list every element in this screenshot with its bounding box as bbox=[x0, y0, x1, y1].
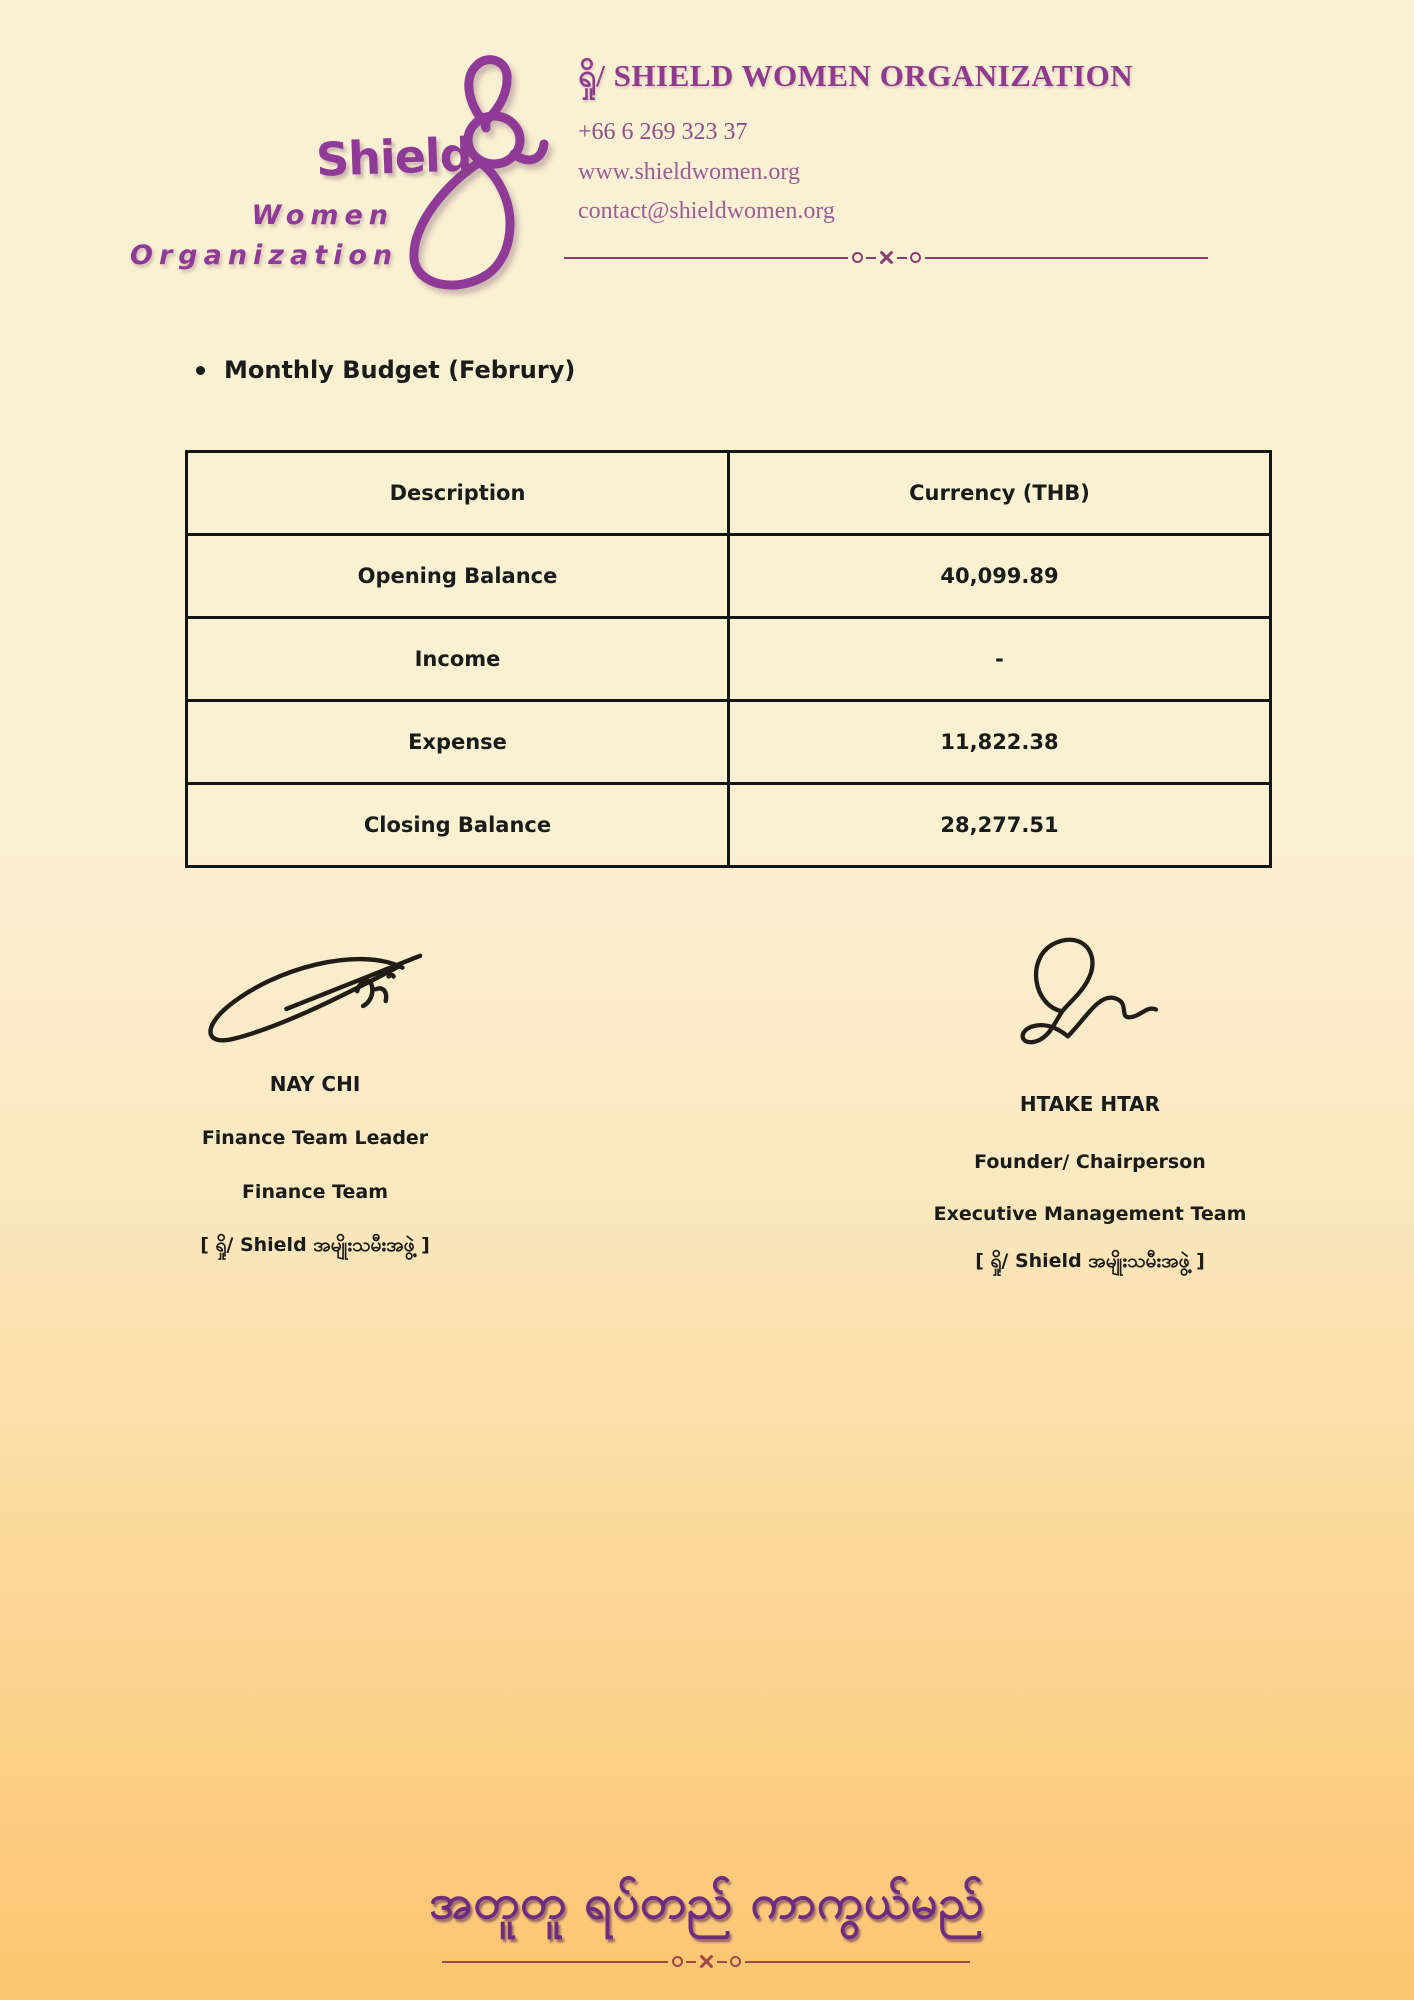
section-heading bbox=[196, 356, 575, 384]
header-contact-block bbox=[578, 56, 1133, 225]
phone-number: +66 6 269 323 37 bbox=[578, 119, 748, 145]
row-label: Closing Balance bbox=[187, 784, 729, 867]
row-label: Opening Balance bbox=[187, 535, 729, 618]
organization-title: ရှို/ SHIELD WOMEN ORGANIZATION bbox=[578, 58, 1134, 93]
bullet-icon bbox=[196, 366, 205, 375]
section-heading-label: Monthly Budget (Februry) bbox=[224, 356, 576, 384]
header-divider bbox=[564, 250, 1208, 265]
row-value: - bbox=[729, 618, 1271, 701]
row-label: Expense bbox=[187, 701, 729, 784]
signer-team: Finance Team bbox=[241, 1181, 389, 1203]
budget-table bbox=[185, 450, 1272, 868]
divider-line bbox=[442, 1961, 668, 1963]
footer-motto: အတူတူ ရပ်တည် ကာကွယ်မည် bbox=[429, 1875, 985, 1930]
table-row bbox=[187, 784, 1271, 867]
signature-nay-chi-icon bbox=[192, 946, 428, 1062]
signer-org-line: [ ရှို/ Shield အမျိုးသမီးအဖွဲ့ ] bbox=[975, 1250, 1205, 1272]
row-value: 11,822.38 bbox=[729, 701, 1271, 784]
signature-htake-htar-icon bbox=[1005, 931, 1171, 1065]
email-address: contact@shieldwomen.org bbox=[578, 198, 835, 224]
logo-brand-text: Shield bbox=[315, 127, 473, 187]
table-header-row bbox=[187, 452, 1271, 535]
divider-line bbox=[925, 257, 1209, 259]
row-label: Income bbox=[187, 618, 729, 701]
signer-name: HTAKE HTAR bbox=[1019, 1092, 1161, 1116]
column-header-description: Description bbox=[187, 452, 729, 535]
website-url: www.shieldwomen.org bbox=[578, 159, 800, 185]
signer-team: Executive Management Team bbox=[933, 1203, 1247, 1225]
x-flourish-ornament-icon bbox=[668, 1954, 745, 1969]
row-value: 28,277.51 bbox=[729, 784, 1271, 867]
signer-role: Founder/ Chairperson bbox=[974, 1151, 1206, 1173]
logo-word-organization: Organization bbox=[130, 240, 399, 271]
table-row bbox=[187, 618, 1271, 701]
table-row bbox=[187, 535, 1271, 618]
signer-org-line: [ ရှို/ Shield အမျိုးသမီးအဖွဲ့ ] bbox=[200, 1234, 430, 1256]
row-value: 40,099.89 bbox=[729, 535, 1271, 618]
divider-line bbox=[745, 1961, 971, 1963]
footer-divider bbox=[442, 1954, 970, 1969]
logo-word-women: Women bbox=[251, 200, 394, 231]
logo-words bbox=[130, 196, 399, 276]
x-flourish-ornament-icon bbox=[848, 250, 925, 265]
divider-line bbox=[564, 257, 848, 259]
column-header-currency: Currency (THB) bbox=[729, 452, 1271, 535]
signer-name: NAY CHI bbox=[269, 1072, 361, 1096]
signer-role: Finance Team Leader bbox=[201, 1127, 429, 1149]
table-row bbox=[187, 701, 1271, 784]
